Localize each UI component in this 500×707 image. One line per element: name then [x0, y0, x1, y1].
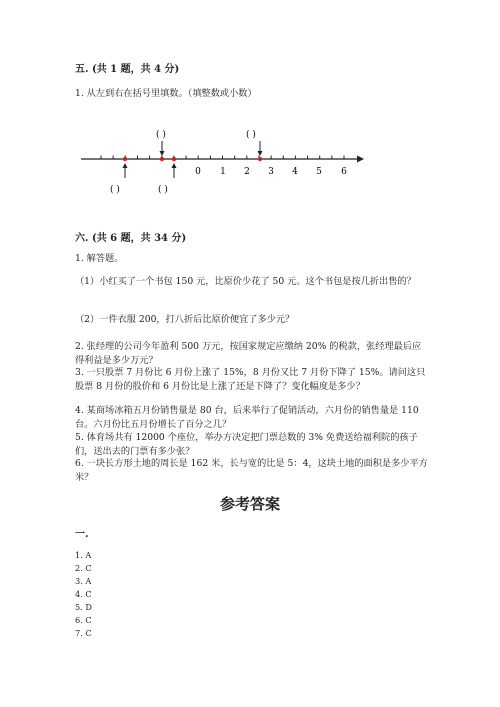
- number-line-arrow: [357, 156, 364, 163]
- answer-item-4: 4. C: [75, 589, 92, 599]
- tick-label-5: 5: [316, 167, 322, 177]
- answer-item-7: 7. C: [75, 628, 92, 638]
- down-arrow-2-head: [258, 151, 263, 156]
- top-bracket-1: ( ): [156, 130, 166, 140]
- tick-label-6: 6: [341, 167, 347, 177]
- point-marker-4: [258, 157, 262, 161]
- bottom-bracket-2: ( ): [158, 185, 168, 195]
- tick-label-3: 3: [268, 167, 274, 177]
- up-arrow-1-head: [123, 163, 128, 168]
- section6-q1-part2: （2）一件衣服 200，打八折后比原价便宜了多少元？: [75, 314, 295, 325]
- section6-q4: 4. 某商场冰箱五月份销售量是 80 台，后来举行了促销活动，六月份的销售量是 110 台。六月份比五月份增长了百分之几？: [75, 405, 422, 430]
- down-arrow-1-head: [160, 151, 165, 156]
- point-marker-1: [123, 157, 127, 161]
- section6-q2: 2. 张经理的公司今年盈利 500 万元，按国家规定应缴纳 20% 的税款，张经理最后应得利益是多少万元？: [75, 341, 422, 366]
- tick-label-0: 0: [195, 167, 201, 177]
- section6-q5: 5. 体育场共有 12000 个座位，举办方决定把门票总数的 3% 免费送给福利院的孩子们，送出去的门票有多少张？: [75, 432, 418, 457]
- number-line-figure: [75, 122, 375, 202]
- point-marker-2: [160, 157, 164, 161]
- answers-section1: 一.: [75, 529, 89, 540]
- up-arrow-2-head: [172, 163, 177, 168]
- tick-label-2: 2: [244, 167, 250, 177]
- section6-q3: 3. 一只股票 7 月份比 6 月份上涨了 15%，8 月份又比 7 月份下降了 15%。请问这只股票 8 月份的股价和 6 月份比是上涨了还是下降了？变化幅度是多少？: [75, 367, 426, 392]
- answer-item-6: 6. C: [75, 615, 92, 625]
- point-marker-3: [172, 157, 176, 161]
- section6-title: 六. (共 6 题，共 34 分): [75, 233, 187, 244]
- answer-item-5: 5. D: [75, 602, 92, 612]
- section6-q1-part1: （1）小红买了一个书包 150 元，比原价少花了 50 元。这个书包是按几折出售的？: [75, 276, 416, 287]
- answers-title: 参考答案: [219, 495, 280, 513]
- number-line-ticks: [101, 156, 344, 160]
- answer-item-3: 3. A: [75, 576, 92, 586]
- section6-q1-intro: 1. 解答题。: [75, 253, 124, 264]
- bottom-bracket-1: ( ): [110, 185, 120, 195]
- tick-label-1: 1: [220, 167, 226, 177]
- tick-label-4: 4: [292, 167, 298, 177]
- section5-question1: 1. 从左到右在括号里填数。（填整数或小数）: [75, 88, 257, 99]
- answer-item-1: 1. A: [75, 550, 92, 560]
- section5-title: 五. (共 1 题，共 4 分): [75, 64, 180, 75]
- top-bracket-2: ( ): [246, 130, 256, 140]
- section6-q6: 6. 一块长方形土地的周长是 162 米，长与宽的比是 5：4，这块土地的面积是多少平方米？: [75, 458, 428, 483]
- answer-item-2: 2. C: [75, 563, 92, 573]
